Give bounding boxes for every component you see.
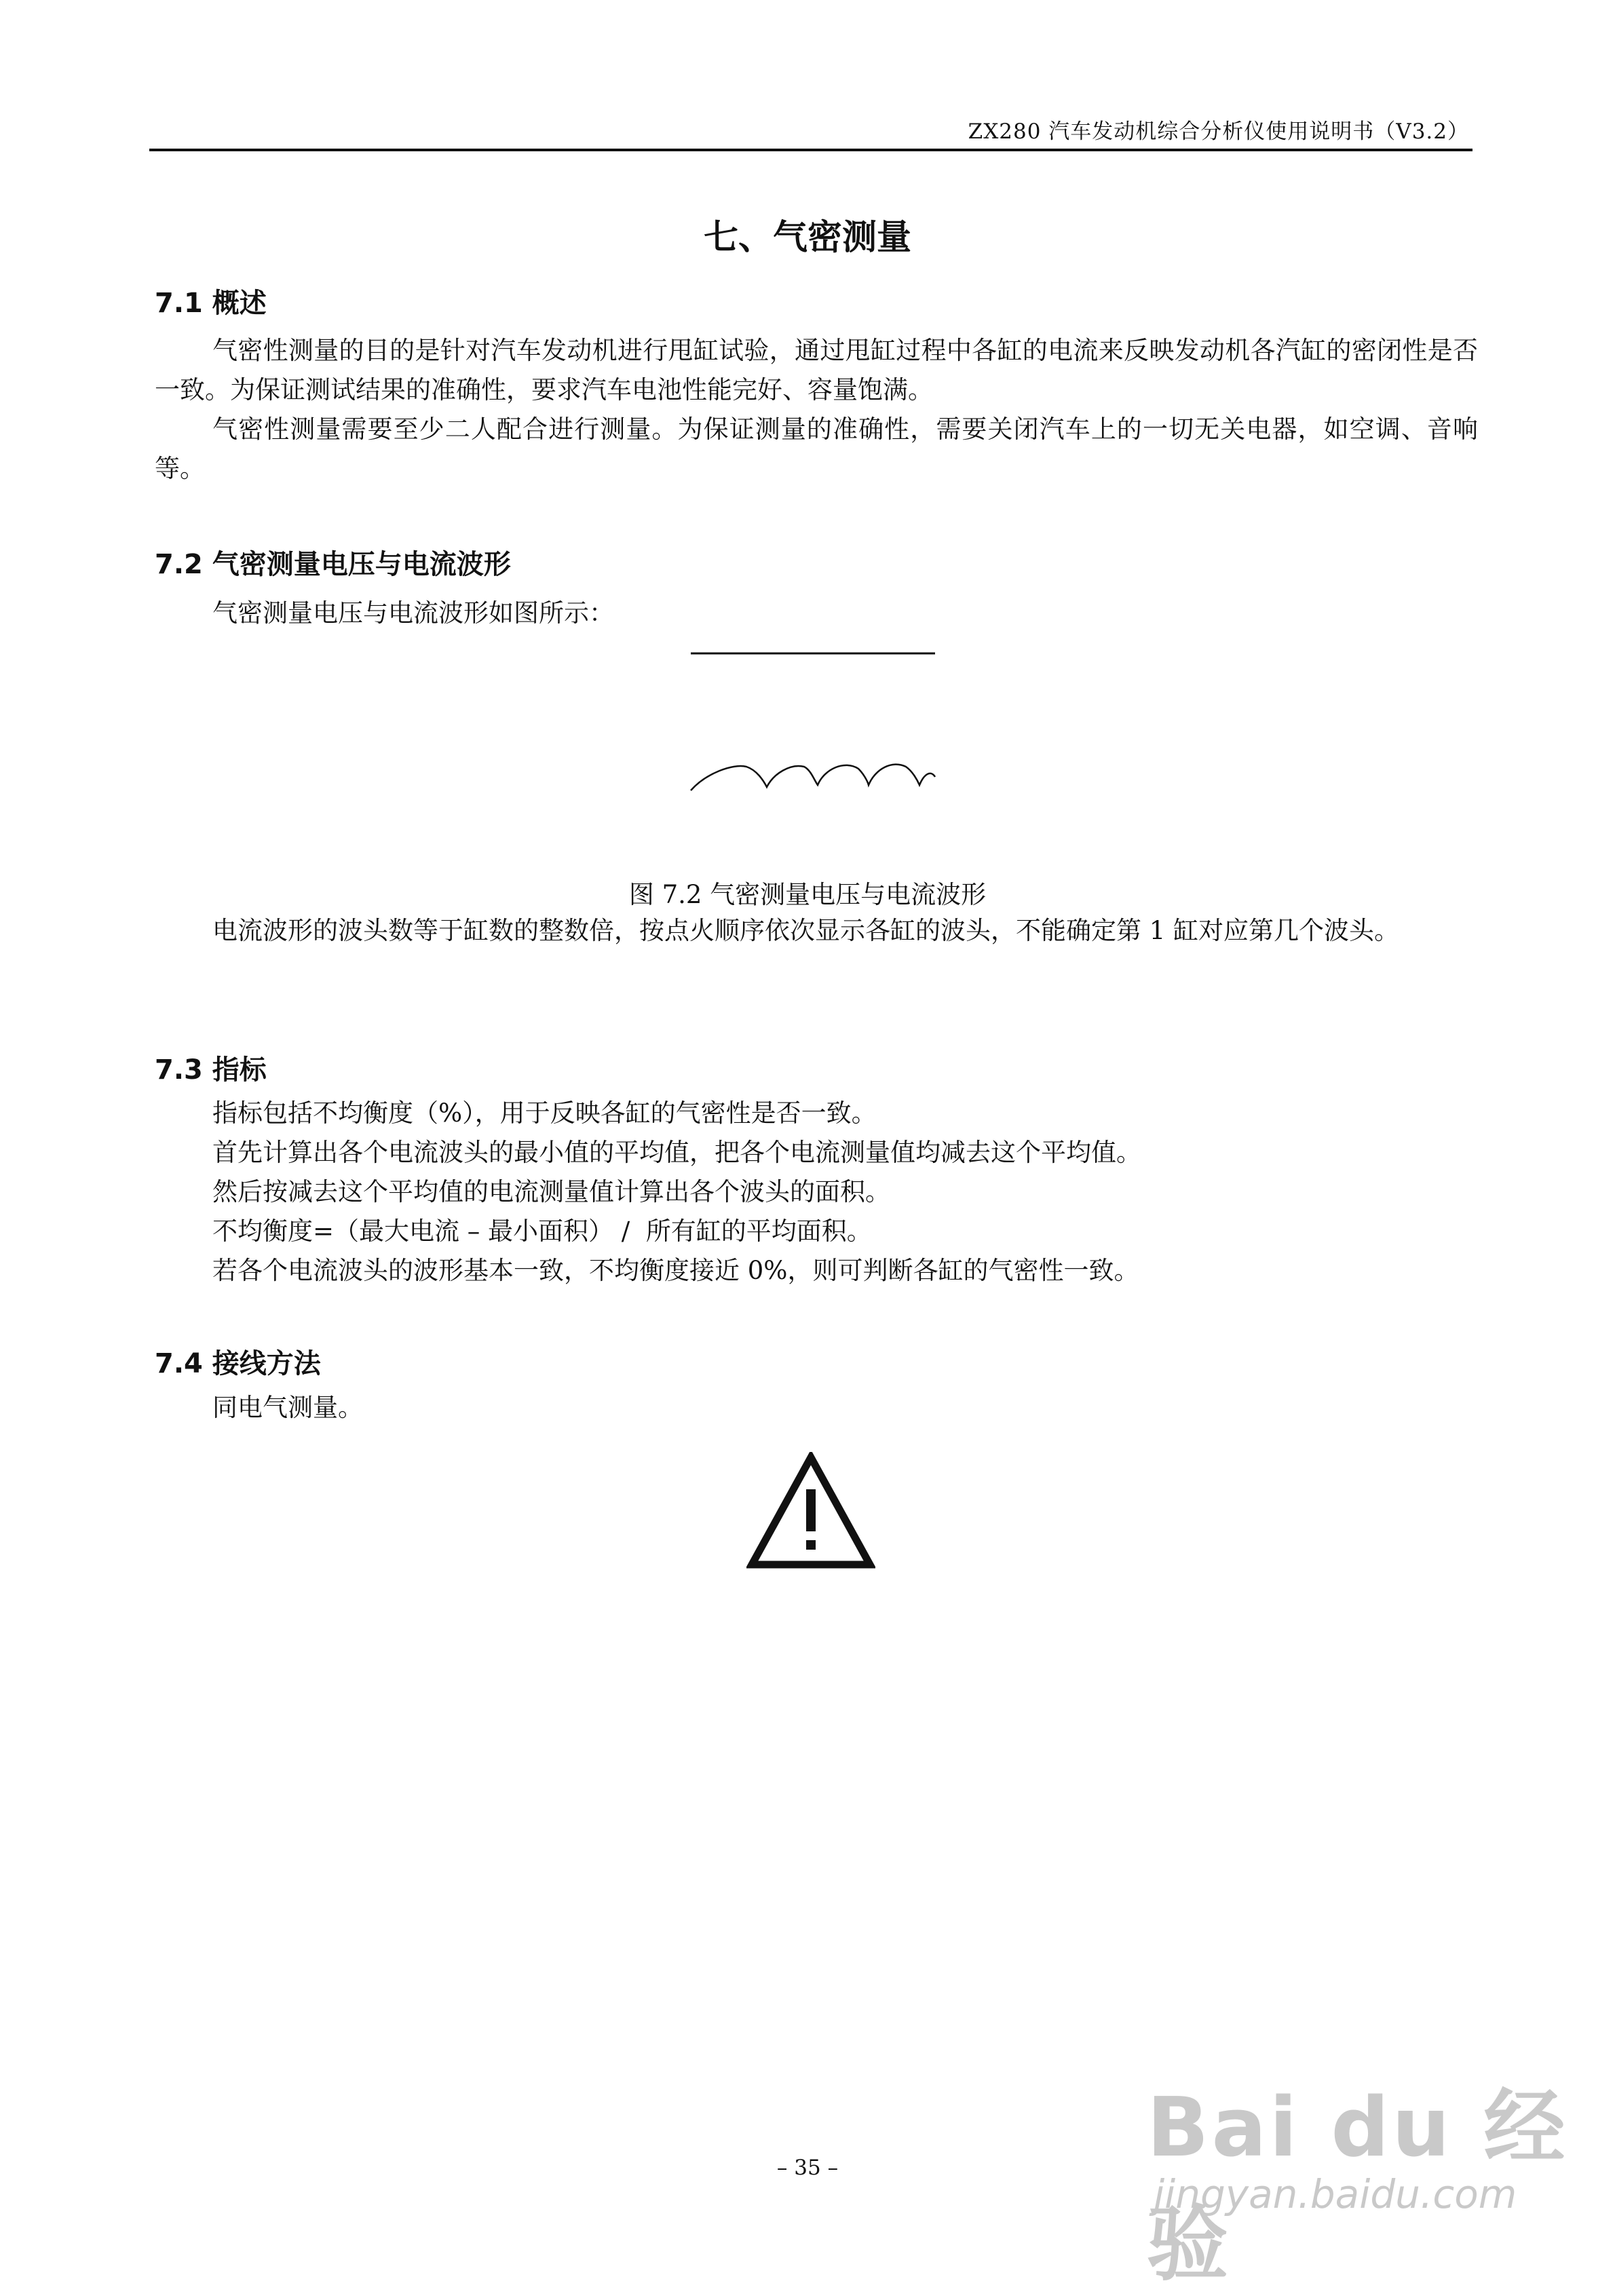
section-heading-7-2: 7.2 气密测量电压与电流波形	[155, 549, 511, 580]
watermark-url: jingyan.baidu.com	[1154, 2171, 1517, 2217]
index-line-4: 不均衡度=（最大电流 – 最小面积） / 所有缸的平均面积。	[212, 1217, 872, 1246]
paragraph-7-1-a: 气密性测量的目的是针对汽车发动机进行甩缸试验，通过甩缸过程中各缸的电流来反映发动机各汽缸的密闭性是否一致。为保证测试结果的准确性，要求汽车电池性能完好、容量饱满。	[155, 336, 1478, 404]
watermark-logo: Bai du 经验	[1147, 2081, 1568, 2292]
index-line-3: 然后按减去这个平均值的电流测量值计算出各个波头的面积。	[212, 1177, 890, 1206]
page-number: – 35 –	[776, 2156, 839, 2180]
wiring-line: 同电气测量。	[212, 1393, 363, 1422]
index-line-1: 指标包括不均衡度（%），用于反映各缸的气密性是否一致。	[212, 1098, 877, 1128]
paragraph-7-2-note: 电流波形的波头数等于缸数的整数倍，按点火顺序依次显示各缸的波头，不能确定第 1 缸对应第几个波头。	[212, 916, 1400, 945]
section-heading-7-3: 7.3 指标	[155, 1054, 267, 1086]
warning-triangle-icon	[746, 1452, 875, 1571]
paragraph-7-2-intro: 气密测量电压与电流波形如图所示：	[212, 598, 614, 628]
index-line-2: 首先计算出各个电流波头的最小值的平均值，把各个电流测量值均减去这个平均值。	[212, 1138, 1141, 1167]
header-rule	[149, 149, 1472, 151]
paragraph-7-1-b: 气密性测量需要至少二人配合进行测量。为保证测量的准确性，需要关闭汽车上的一切无关电器，如空调、音响等。	[155, 415, 1478, 483]
section-heading-7-1: 7.1 概述	[155, 288, 267, 319]
index-line-5: 若各个电流波头的波形基本一致，不均衡度接近 0%，则可判断各缸的气密性一致。	[212, 1256, 1139, 1285]
waveform-figure	[679, 641, 950, 804]
current-waveform-line	[691, 765, 935, 790]
chapter-title: 七、气密测量	[703, 218, 911, 258]
section-heading-7-4: 7.4 接线方法	[155, 1348, 321, 1379]
running-header: ZX280 汽车发动机综合分析仪使用说明书（V3.2）	[968, 119, 1469, 144]
figure-caption: 图 7.2 气密测量电压与电流波形	[628, 880, 987, 909]
